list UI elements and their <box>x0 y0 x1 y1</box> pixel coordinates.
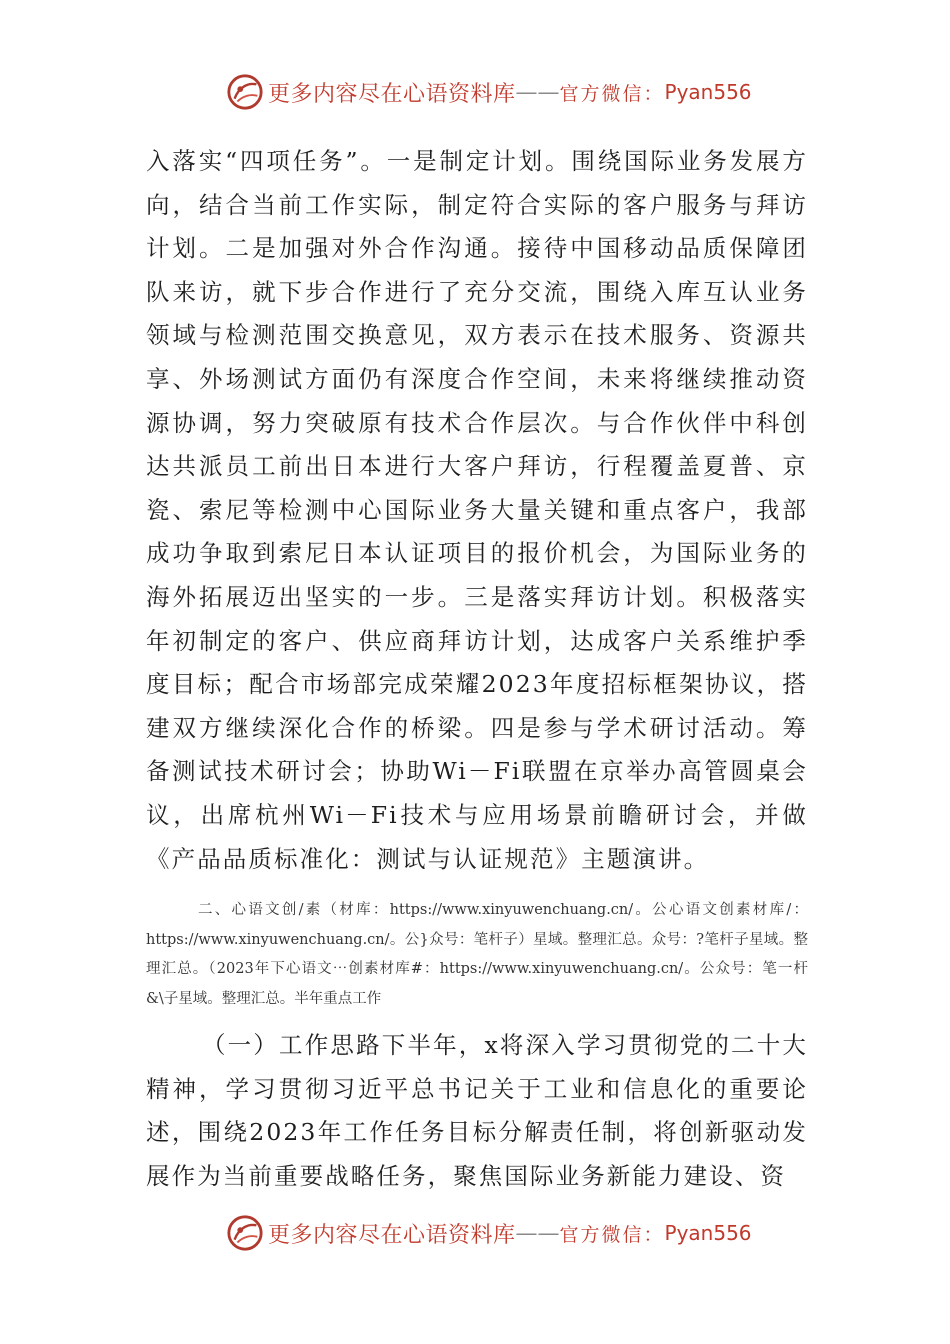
body-paragraph-2: （一）工作思路下半年，x将深入学习贯彻党的二十大精神，学习贯彻习近平总书记关于工业和信息化的重要论述，围绕2023年工作任务目标分解责任制，将创新驱动发展作为当前重要战略任务，聚焦国际业务新能力建设、资 <box>146 1031 808 1190</box>
header-banner <box>226 72 752 112</box>
section-note: 二、心语文创/素（材库：https://www.xinyuwenchuang.cn/。公心语文创素材库/：https://www.xinyuwenchuang.cn/。公}众号：笔杆子）星域。整理汇总。众号：?笔杆子星域。整理汇总。（2023年下心语文⋯创素材库#：https://www.xinyuwenchuang.cn/。公众号：笔一杆&\子星域。整理汇总。半年重点工作 <box>146 902 808 1007</box>
logo-icon <box>226 1214 264 1252</box>
footer-banner <box>226 1213 752 1253</box>
body-paragraph-1: 入落实“四项任务”。一是制定计划。围绕国际业务发展方向，结合当前工作实际，制定符合实际的客户服务与拜访计划。二是加强对外合作沟通。接待中国移动品质保障团队来访，就下步合作进行了充分交流，围绕入库互认业务领域与检测范围交换意见，双方表示在技术服务、资源共享、外场测试方面仍有深度合作空间，未来将继续推动资源协调，努力突破原有技术合作层次。与合作伙伴中科创达共派员工前出日本进行大客户拜访，行程覆盖夏普、京瓷、索尼等检测中心国际业务大量关键和重点客户，我部成功争取到索尼日本认证项目的报价机会，为国际业务的海外拓展迈出坚实的一步。三是落实拜访计划。积极落实年初制定的客户、供应商拜访计划，达成客户关系维护季度目标；配合市场部完成荣耀2023年度招标框架协议，搭建双方继续深化合作的桥梁。四是参与学术研讨活动。筹备测试技术研讨会；协助Wi－Fi联盟在京举办高管圆桌会议，出席杭州Wi－Fi技术与应用场景前瞻研讨会，并做《产品品质标准化：测试与认证规范》主题演讲。 <box>146 147 808 873</box>
banner-text: 更多内容尽在心语资料库 <box>268 1222 516 1248</box>
banner-text: 更多内容尽在心语资料库 <box>268 81 516 107</box>
banner-dash: —— <box>515 79 560 105</box>
logo-icon <box>226 73 264 111</box>
banner-wechat-label: 官方微信： <box>559 1223 665 1246</box>
banner-wechat-id: Pyan556 <box>664 80 752 104</box>
banner-dash: —— <box>515 1220 560 1246</box>
banner-wechat-label: 官方微信： <box>559 82 665 105</box>
banner-wechat-id: Pyan556 <box>664 1221 752 1245</box>
